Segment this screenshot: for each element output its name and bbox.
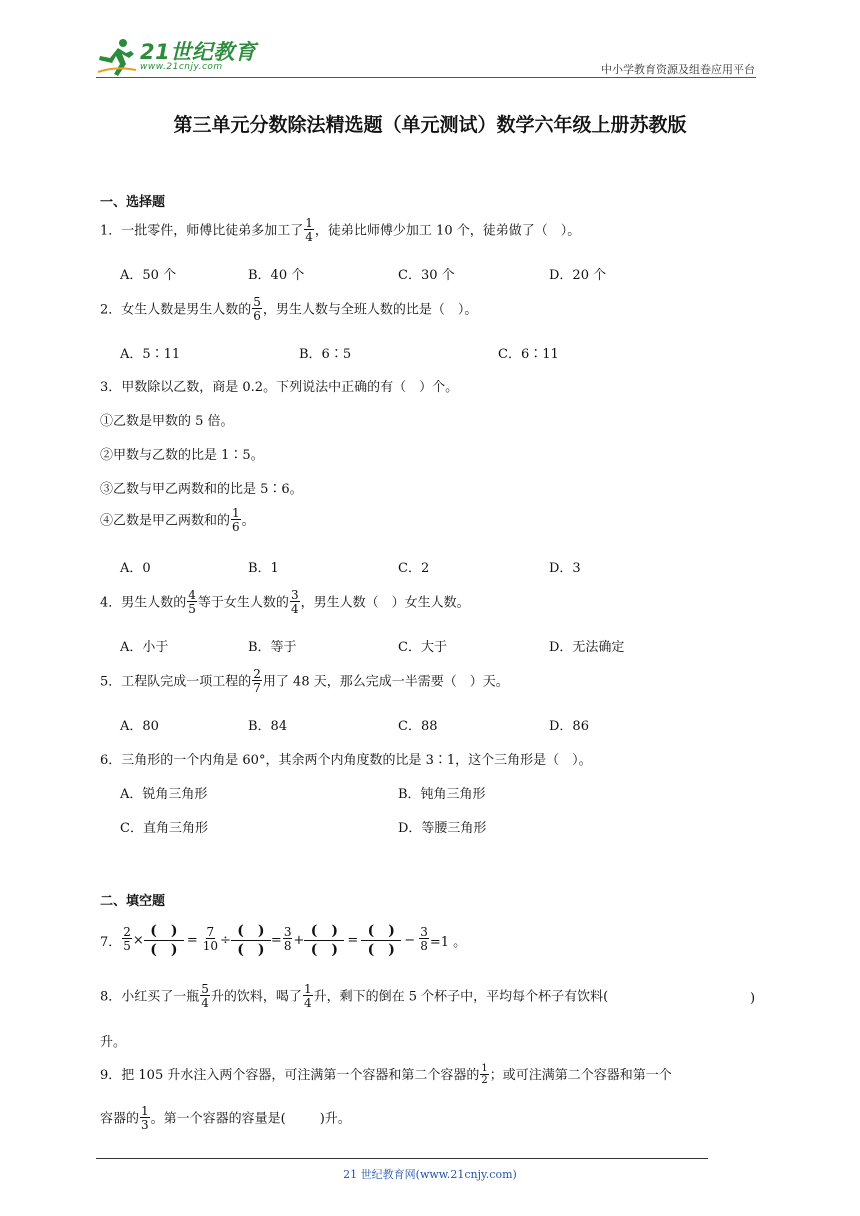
- header-tagline: 中小学教育资源及组卷应用平台: [601, 63, 755, 76]
- q5-option-c[interactable]: C．88: [398, 719, 438, 734]
- question-8: 8．小红买了一瓶 $\frac{5}{4}$ 升的饮料，喝了 $\frac{1}{4}$ 升，剩下的倒在 5 个杯子中，平均每个杯子有饮料( ): [100, 982, 756, 1010]
- q4-option-b[interactable]: B．等于: [248, 640, 297, 655]
- question-4: 4．男生人数的 $\frac{4}{5}$ 等于女生人数的 $\frac{3}{4}$ ，男生人数（ ）女生人数。: [100, 588, 470, 616]
- q6-option-c[interactable]: C．直角三角形: [120, 821, 208, 836]
- q2-fraction: $\frac{5}{6}$: [253, 295, 261, 323]
- q3-statement-4: ④乙数是甲乙两数和的 $\frac{1}{6}$ 。: [100, 506, 255, 534]
- q4-option-a[interactable]: A．小于: [120, 640, 169, 655]
- question-5: 5．工程队完成一项工程的 $\frac{2}{7}$ 用了 48 天，那么完成一半需要（ ）天。: [100, 667, 509, 695]
- q3-option-a[interactable]: A．0: [120, 561, 151, 576]
- footer-divider: [96, 1158, 708, 1159]
- q7-blank-1[interactable]: ( ) ( ): [144, 922, 184, 959]
- q9-line-2: 容器的 $\frac{1}{3}$ 。第一个容器的容量是( )升。: [100, 1104, 351, 1132]
- q1-text-post: ，徒弟比师傅少加工 10 个，徒弟做了（ ）。: [314, 223, 581, 239]
- q7-fraction-3: $\frac{3}{8}$: [283, 925, 292, 953]
- section-heading-choice: 一、选择题: [100, 195, 166, 210]
- header-divider: [96, 77, 756, 78]
- footer-text[interactable]: 21 世纪教育网(www.21cnjy.com): [343, 1168, 517, 1181]
- q3-fraction: $\frac{1}{6}$: [232, 506, 240, 534]
- q5-option-d[interactable]: D．86: [549, 719, 589, 734]
- q7-fraction-2: $\frac{7}{10}$: [202, 925, 219, 953]
- runner-logo-icon: [96, 36, 140, 78]
- question-2: [100, 297, 477, 323]
- q5-option-b[interactable]: B．84: [248, 719, 288, 734]
- q3-option-c[interactable]: C．2: [398, 561, 430, 576]
- q6-option-a[interactable]: A．锐角三角形: [120, 787, 208, 802]
- q2-option-a[interactable]: A．5∶11: [120, 347, 181, 362]
- brand-name: 21世纪教育: [140, 40, 257, 64]
- section-heading-fill: 二、填空题: [100, 894, 166, 909]
- q1-text-pre: 1．一批零件，师傅比徒弟多加工了: [100, 223, 304, 239]
- q5-fraction: $\frac{2}{7}$: [253, 667, 261, 695]
- q8-fraction-1: $\frac{5}{4}$: [201, 982, 209, 1010]
- q5-option-a[interactable]: A．80: [120, 719, 159, 734]
- q2-option-c[interactable]: C．6∶11: [498, 347, 559, 362]
- q1-option-d[interactable]: D．20 个: [549, 268, 607, 283]
- q1-option-a[interactable]: A．50 个: [120, 268, 177, 283]
- q7-fraction-4: $\frac{3}{8}$: [420, 925, 428, 953]
- q2-text-post: ，男生人数与全班人数的比是（ ）。: [262, 302, 478, 318]
- question-6: 6．三角形的一个内角是 60°，其余两个内角度数的比是 3∶1，这个三角形是（ ）。: [100, 753, 592, 768]
- q3-option-d[interactable]: D．3: [549, 561, 581, 576]
- q8-answer-blank-close[interactable]: ): [750, 991, 756, 1006]
- q6-option-b[interactable]: B．钝角三角形: [398, 787, 486, 802]
- question-1: [100, 218, 580, 244]
- q4-option-c[interactable]: C．大于: [398, 640, 447, 655]
- question-9: 9．把 105 升水注入两个容器，可注满第一个容器和第二个容器的 $\frac{1}{2}$ ；或可注满第二个容器和第一个: [100, 1062, 672, 1086]
- q4-fraction-2: $\frac{3}{4}$: [290, 588, 299, 616]
- q9-fraction-2: $\frac{1}{3}$: [141, 1104, 149, 1132]
- q3-statement-3: ③乙数与甲乙两数和的比是 5∶6。: [100, 482, 303, 497]
- q1-option-b[interactable]: B．40 个: [248, 268, 305, 283]
- q4-option-d[interactable]: D．无法确定: [549, 640, 625, 655]
- logo: [96, 36, 266, 78]
- q8-fraction-2: $\frac{1}{4}$: [303, 982, 312, 1010]
- q3-statement-2: ②甲数与乙数的比是 1∶5。: [100, 448, 264, 463]
- q3-statement-1: ①乙数是甲数的 5 倍。: [100, 414, 234, 429]
- q7-fraction-1: $\frac{2}{5}$: [123, 925, 131, 953]
- q4-fraction-1: $\frac{4}{5}$: [188, 588, 196, 616]
- q1-fraction: $\frac{1}{4}$: [305, 216, 313, 244]
- q6-option-d[interactable]: D．等腰三角形: [398, 821, 487, 836]
- q9-fraction-1: $\frac{1}{2}$: [481, 1062, 488, 1086]
- q8-line-2: 升。: [100, 1035, 127, 1050]
- q7-blank-4[interactable]: ( ) ( ): [361, 922, 401, 959]
- q7-blank-2[interactable]: ( ) ( ): [231, 922, 271, 959]
- q2-option-b[interactable]: B．6∶5: [299, 347, 352, 362]
- q2-text-pre: 2．女生人数是男生人数的: [100, 302, 252, 318]
- q7-blank-3[interactable]: ( ) ( ): [304, 922, 344, 959]
- question-3: 3．甲数除以乙数，商是 0.2。下列说法中正确的有（ ）个。: [100, 380, 459, 395]
- q1-option-c[interactable]: C．30 个: [398, 268, 455, 283]
- q3-option-b[interactable]: B．1: [248, 561, 279, 576]
- brand-site: www.21cnjy.com: [140, 62, 223, 72]
- page-title: 第三单元分数除法精选题（单元测试）数学六年级上册苏教版: [173, 114, 687, 136]
- question-7: 7． $\frac{2}{5}$ × ( ) ( ) = $\frac{7}{10}$ ÷ ( ) ( ) = $\frac{3}{8}$ + ( ) ( ) = ( ) ( ) − $\frac{3}{8}$ =1 。: [100, 922, 467, 958]
